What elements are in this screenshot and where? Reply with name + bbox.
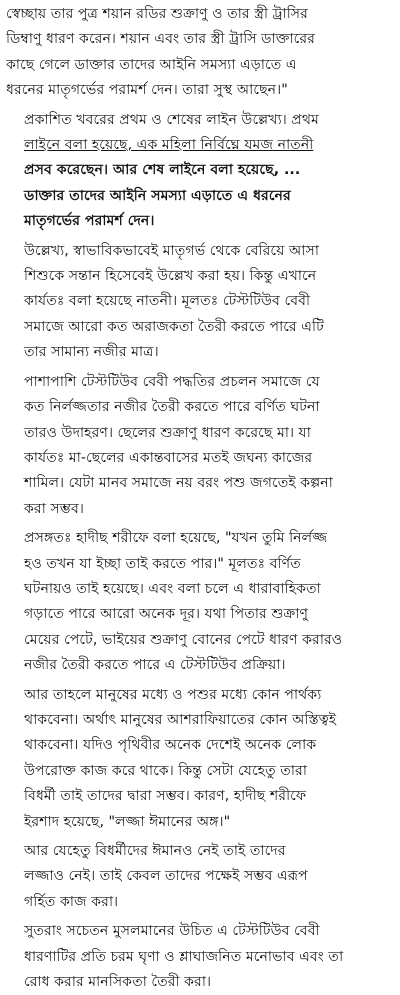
text-line: তারও উদাহরণ। ছেলের শুক্রাণু ধারণ করেছে মা। যা (24, 424, 311, 441)
underlined-text-line: লাইনে বলা হয়েছে, এক মহিলা নির্বিঘ্নে যমজ নাতনী (24, 137, 314, 154)
text-line: সুতরাং সচেতন মুসলমানের উচিত এ টেস্টটিউব বেবী (24, 923, 320, 940)
text-line: কার্যতঃ মা-ছেলের একান্তবাসের মতই জঘন্য কাজের (24, 449, 313, 466)
paragraph-4 (6, 370, 394, 522)
text-line: পাশাপাশি টেস্টটিউব বেবী পদ্ধতির প্রচলন সমাজে যে (24, 373, 320, 390)
bold-text-line: ডাক্তার তাদের আইনি সমস্যা এড়াতে এ ধরনের (24, 187, 291, 204)
paragraph-6 (6, 683, 394, 835)
text-line: প্রসঙ্গতঃ হাদীছ শরীফে বলা হয়েছে, "যখন তুমি নির্লজ্জ (24, 530, 328, 547)
text-line: বিধর্মী তাই তাদের দ্বারা সম্ভব। কারণ, হাদীছ শরীফে (24, 788, 307, 805)
text-line: আর যেহেতু বিধর্মীদের ঈমানও নেই তাই তাদের (24, 843, 286, 859)
text-line: ধরনের মাতৃগর্ভের পরামর্শ দেন। তারা সুস্থ আছেন।" (6, 82, 288, 99)
paragraph-2 (6, 108, 394, 235)
paragraph-1 (6, 2, 394, 104)
bold-text-line: মাতৃগর্ভের পরামর্শ দেন। (24, 213, 155, 230)
document-page (6, 2, 394, 991)
text-line: কাছে গেলে ডাক্তার তাদের আইনি সমস্যা এড়াতে এ (6, 56, 297, 73)
text-line: মেয়ের পেটে, ভাইয়ের শুক্রাণু বোনের পেটে ধারণ করারও (24, 631, 343, 648)
text-line: ঘটনায়ও তাই হয়েছে। এবং বলা চলে এ ধারাবাহিকতা (24, 580, 321, 597)
text-line: শামিল। যেটা মানব সমাজে নয় বরং পশু জগতেই কল্পনা (24, 475, 333, 492)
paragraph-3 (6, 239, 394, 366)
paragraph-8 (6, 919, 394, 995)
text-line: রোধ করার মানসিকতা তৈরী করা। (24, 974, 212, 991)
text-line: করা সম্ভব। (24, 500, 84, 517)
paragraph-7 (6, 839, 394, 915)
bold-text-line: প্রসব করেছেন। আর শেষ লাইনে বলা হয়েছে, ... (24, 162, 301, 179)
text-line: প্রকাশিত খবরের প্রথম ও শেষের লাইন উল্লেখ্য। প্রথম (24, 111, 319, 128)
text-line: থাকবেনা। যদিও পৃথিবীর অনেক দেশেই অনেক লোক (24, 737, 317, 754)
text-line: আর তাহলে মানুষের মধ্যে ও পশুর মধ্যে কোন পার্থক্য (24, 686, 322, 703)
text-line: লজ্জাও নেই। তাই কেবল তাদের পক্ষেই সম্ভব এরূপ (24, 868, 308, 885)
text-line: কত নির্লজ্জতার নজীর তৈরী করতে পারে বর্ণিত ঘটনা (24, 399, 320, 416)
text-line: গর্হিত কাজ করা। (24, 893, 119, 910)
text-line: সমাজে আরো কত অরাজকতা তৈরী করতে পারে এটি (24, 318, 324, 335)
text-line: তার সামান্য নজীর মাত্র। (24, 344, 159, 361)
text-line: থাকবেনা। অর্থাৎ মানুষের আশরাফিয়াতের কোন অস্তিত্বই (24, 711, 337, 728)
text-line: ডিম্বাণু ধারণ করেন। শয়ান এবং তার স্ত্রী ট্রাসি ডাক্তারের (6, 31, 315, 48)
text-line: নজীর তৈরী করতে পারে এ টেস্টটিউব প্রক্রিয়া। (24, 657, 286, 674)
text-line: উল্লেখ্য, স্বাভাবিকভাবেই মাতৃগর্ভ থেকে বেরিয়ে আসা (24, 242, 319, 259)
text-line: ধারণাটির প্রতি চরম ঘৃণা ও শ্লাঘাজনিত মনোভাব এবং তা (24, 948, 344, 965)
text-line: স্বেচ্ছায় তার পুত্র শয়ান রডির শুক্রাণু ও তার স্ত্রী ট্রাসির (6, 6, 308, 22)
text-line: কার্যতঃ বলা হয়েছে নাতনী। মূলতঃ টেস্টটিউব বেবী (24, 293, 311, 310)
paragraph-5 (6, 526, 394, 678)
text-line: উপরোক্ত কাজ করে থাকে। কিন্তু সেটা যেহেতু তারা (24, 762, 307, 779)
text-line: ইরশাদ হয়েছে, "লজ্জা ঈমানের অঙ্গ।" (24, 813, 231, 830)
text-line: শিশুকে সন্তান হিসেবেই উল্লেখ করা হয়। কিন্তু এখানে (24, 268, 317, 285)
text-line: গড়াতে পারে আরো অনেক দূর। যথা পিতার শুক্রাণু (24, 606, 309, 623)
text-line: হও তখন যা ইচ্ছা তাই করতে পার।" মূলতঃ বর্ণিত (24, 555, 301, 572)
